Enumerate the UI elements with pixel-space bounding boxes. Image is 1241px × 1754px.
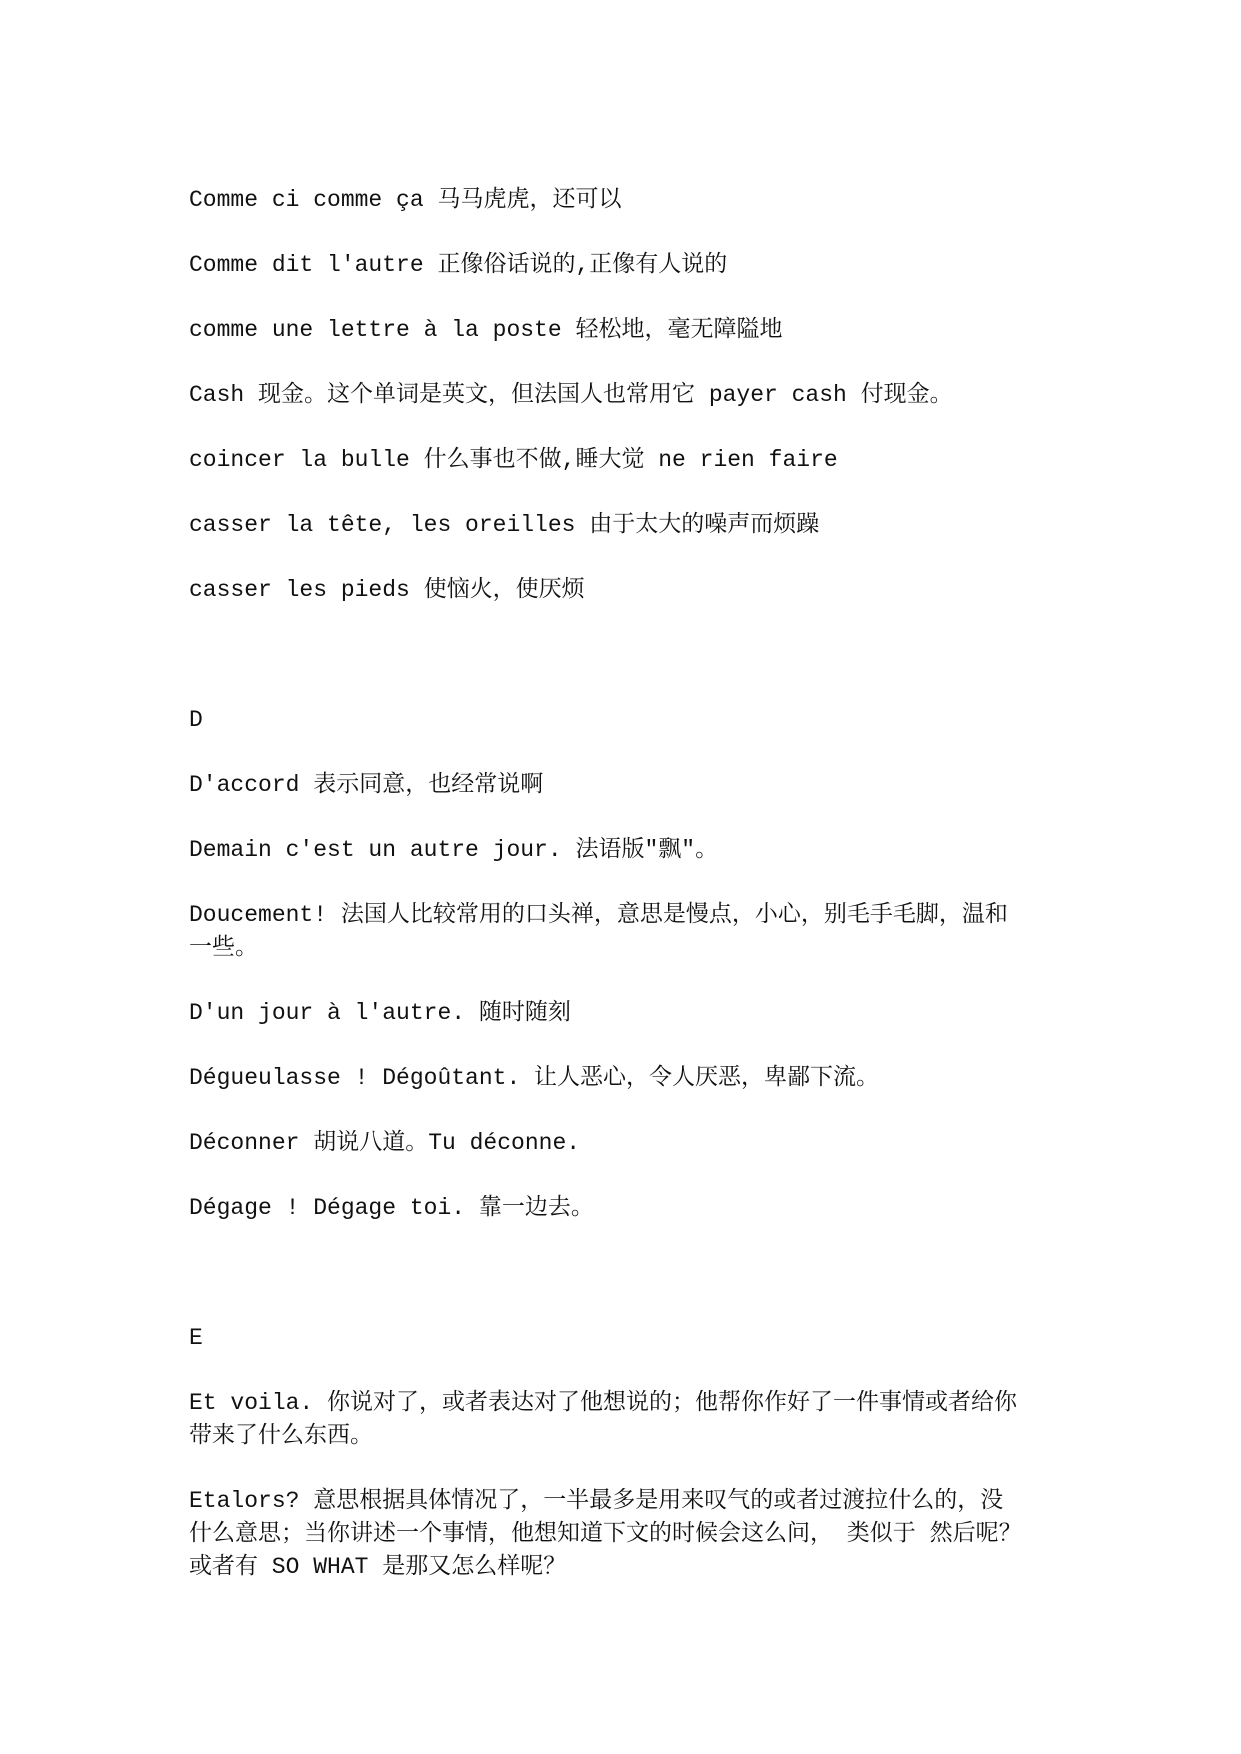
entry-line: Demain c'est un autre jour. 法语版"飘"。 bbox=[189, 837, 719, 863]
entry-comme-ci bbox=[189, 184, 1061, 217]
entry-line: Doucement! 法国人比较常用的口头禅，意思是慢点，小心，别毛手毛脚，温和 bbox=[189, 902, 1008, 928]
entry-et-voila bbox=[189, 1387, 1061, 1453]
entry-degage bbox=[189, 1192, 1061, 1225]
entry-line: Dégage ! Dégage toi. 靠一边去。 bbox=[189, 1195, 594, 1221]
entry-degueulasse bbox=[189, 1062, 1061, 1095]
entry-demain bbox=[189, 834, 1061, 867]
entry-d-accord bbox=[189, 769, 1061, 802]
entry-doucement bbox=[189, 899, 1061, 965]
entry-line: Etalors? 意思根据具体情况了，一半最多是用来叹气的或者过渡拉什么的，没 bbox=[189, 1488, 1004, 1514]
document-body bbox=[189, 184, 1061, 1616]
entry-line: Déconner 胡说八道。Tu déconne. bbox=[189, 1130, 581, 1156]
entry-deconner bbox=[189, 1127, 1061, 1160]
entry-line: 或者有 SO WHAT 是那又怎么样呢？ bbox=[189, 1554, 567, 1580]
section-heading: E bbox=[189, 1325, 203, 1351]
entry-d-un-jour bbox=[189, 997, 1061, 1030]
entry-line: D'accord 表示同意，也经常说啊 bbox=[189, 772, 544, 798]
section-heading-e bbox=[189, 1322, 1061, 1355]
entry-etalors bbox=[189, 1485, 1061, 1584]
entry-line: casser les pieds 使恼火，使厌烦 bbox=[189, 577, 585, 603]
entry-comme-une-lettre bbox=[189, 314, 1061, 347]
entry-line: 什么意思；当你讲述一个事情，他想知道下文的时候会这么问， 类似于 然后呢？ bbox=[189, 1521, 1022, 1547]
section-heading: D bbox=[189, 707, 203, 733]
entry-line: comme une lettre à la poste 轻松地，毫无障隘地 bbox=[189, 317, 783, 343]
entry-casser-les-pieds bbox=[189, 574, 1061, 607]
entry-line: coincer la bulle 什么事也不做,睡大觉 ne rien faire bbox=[189, 447, 838, 473]
entry-line: Et voila. 你说对了，或者表达对了他想说的；他帮你作好了一件事情或者给你 bbox=[189, 1390, 1018, 1416]
entry-line: D'un jour à l'autre. 随时随刻 bbox=[189, 1000, 571, 1026]
entry-line: casser la tête, les oreilles 由于太大的噪声而烦躁 bbox=[189, 512, 820, 538]
entry-line: Dégueulasse ! Dégoûtant. 让人恶心，令人厌恶，卑鄙下流。 bbox=[189, 1065, 880, 1091]
entry-comme-dit bbox=[189, 249, 1061, 282]
entry-coincer-la-bulle bbox=[189, 444, 1061, 477]
entry-line: Comme ci comme ça 马马虎虎，还可以 bbox=[189, 187, 622, 213]
entry-line: 一些。 bbox=[189, 935, 258, 961]
entry-line: Comme dit l'autre 正像俗话说的,正像有人说的 bbox=[189, 252, 728, 278]
blank-line bbox=[189, 639, 1061, 704]
entry-cash bbox=[189, 379, 1061, 412]
blank-line bbox=[189, 1257, 1061, 1322]
entry-line: 带来了什么东西。 bbox=[189, 1423, 373, 1449]
entry-line: Cash 现金。这个单词是英文，但法国人也常用它 payer cash 付现金。 bbox=[189, 382, 953, 408]
section-heading-d bbox=[189, 704, 1061, 737]
entry-casser-la-tete bbox=[189, 509, 1061, 542]
